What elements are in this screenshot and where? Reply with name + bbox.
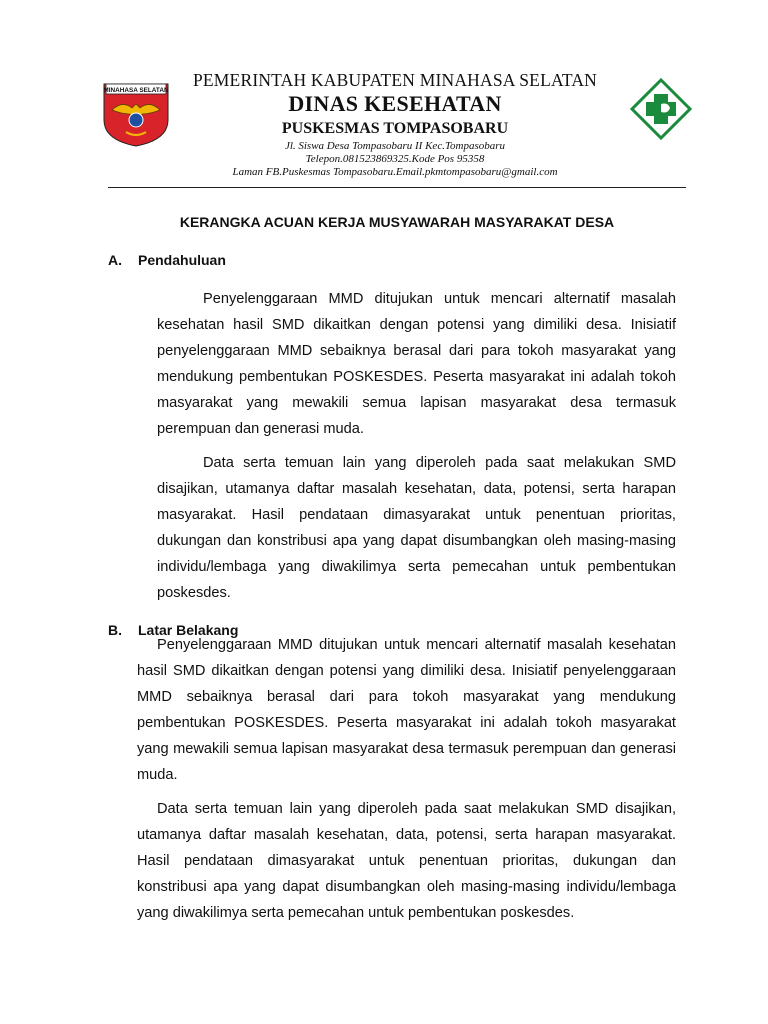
section-a-heading <box>108 252 226 268</box>
phone-line: Telepon.081523869325.Kode Pos 95358 <box>305 153 485 165</box>
section-b-paragraph-1: Penyelenggaraan MMD ditujukan untuk mencari alternatif masalah kesehatan hasil SMD dikaitkan dengan potensi yang dimiliki desa. Inisiatif penyelenggaraan MMD sebaiknya berasal dari para tokoh masyarakat yang mendukung pembentukan POSKESDES. Peserta masyarakat ini adalah tokoh masyarakat yang mewakili semua lapisan masyarakat desa termasuk perempuan dan generasi muda. <box>137 637 676 783</box>
agency-name: DINAS KESEHATAN <box>288 91 502 116</box>
section-b-paragraph-2: Data serta temuan lain yang diperoleh pada saat melakukan SMD disajikan, utamanya daftar masalah kesehatan, data, potensi, serta harapan masyarakat. Hasil pendataan dimasyarakat untuk penentuan prioritas, dukungan dan konstribusi apa yang dapat disumbangkan oleh masing-masing individu/lembaga yang diwakilimya serta pemecahan untuk pembentukan poskesdes. <box>137 801 676 921</box>
contact-line: Laman FB.Puskesmas Tompasobaru.Email.pkmtompasobaru@gmail.com <box>232 166 558 178</box>
section-a-paragraph-1: Penyelenggaraan MMD ditujukan untuk mencari alternatif masalah kesehatan hasil SMD dikaitkan dengan potensi yang dimiliki desa. Inisiatif penyelenggaraan MMD sebaiknya berasal dari para tokoh masyarakat yang mendukung pembentukan POSKESDES. Peserta masyarakat ini adalah tokoh masyarakat yang mewakili semua lapisan masyarakat desa termasuk perempuan dan generasi muda. <box>157 291 676 437</box>
section-a-paragraph-2: Data serta temuan lain yang diperoleh pada saat melakukan SMD disajikan, utamanya daftar masalah kesehatan, data, potensi, serta harapan masyarakat. Hasil pendataan dimasyarakat untuk penentuan prioritas, dukungan dan konstribusi apa yang dapat disumbangkan oleh masing-masing individu/lembaga yang diwakilimya serta pemecahan untuk pembentukan poskesdes. <box>157 455 676 601</box>
section-a-number: A. <box>108 252 122 268</box>
document-title: KERANGKA ACUAN KERJA MUSYAWARAH MASYARAKAT DESA <box>179 214 615 230</box>
section-b-title: Latar Belakang <box>138 622 239 638</box>
letterhead <box>160 70 630 179</box>
government-name: PEMERINTAH KABUPATEN MINAHASA SELATAN <box>192 70 598 90</box>
section-b-number: B. <box>108 622 122 638</box>
letterhead-divider <box>108 187 686 188</box>
institution-name: PUSKESMAS TOMPASOBARU <box>281 120 509 137</box>
section-a-title: Pendahuluan <box>138 252 226 268</box>
puskesmas-logo-icon <box>630 78 692 140</box>
emblem-caption: MINAHASA SELATAN <box>103 87 169 94</box>
address-line: Jl. Siswa Desa Tompasobaru II Kec.Tompasobaru <box>284 140 506 152</box>
